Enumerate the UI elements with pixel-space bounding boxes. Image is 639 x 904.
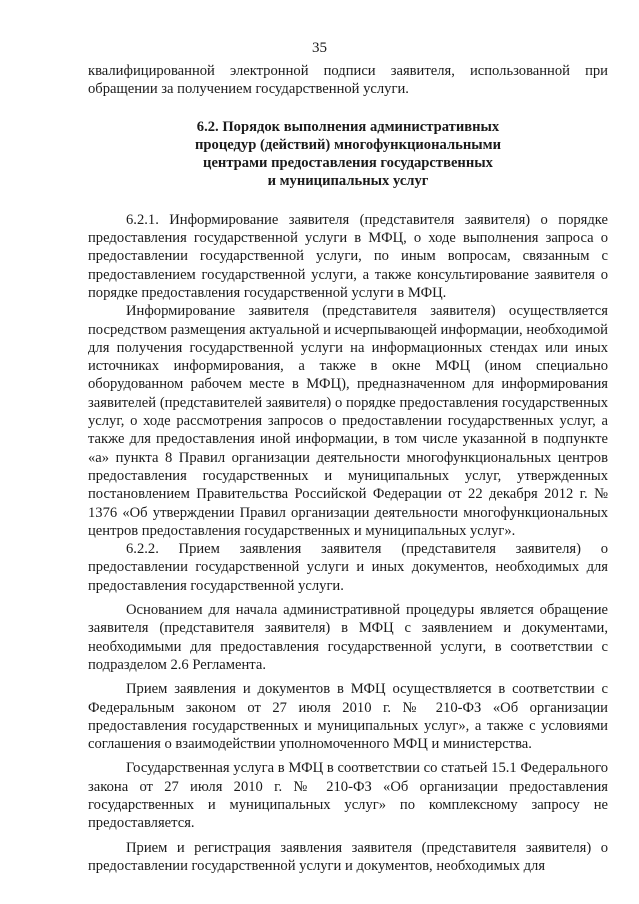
- page-number: 35: [312, 40, 327, 56]
- document-body: [88, 62, 608, 875]
- paragraph-basis: Основанием для начала административной процедуры является обращение заявителя (представителя заявителя) в МФЦ с заявлением и документами, необходимыми для предоставления государственной услуги, в соответствии с подразделом 2.6 Регламента.: [88, 602, 608, 673]
- paragraph-6-2-1: 6.2.1. Информирование заявителя (представителя заявителя) о порядке предоставления государственной услуги в МФЦ, о ходе выполнения запроса о предоставлении государственной услуги, по иным вопросам, связанным с предоставлением государственной услуги, а также консультирование заявителя о порядке предоставления государственной услуги в МФЦ.: [88, 211, 608, 301]
- paragraph-reception: Прием заявления и документов в МФЦ осуществляется в соответствии с Федеральным законом от 27 июля 2010 г. № 210-ФЗ «Об организации предоставления государственных и муниципальных услуг», а также с условиями соглашения о взаимодействии уполномоченного МФЦ и министерства.: [88, 681, 608, 753]
- intro-text: [88, 62, 608, 99]
- intro-line: обращении за получением государственной услуги.: [88, 81, 409, 98]
- section-heading: [88, 118, 608, 191]
- paragraph-6-2-2: 6.2.2. Прием заявления заявителя (представителя заявителя) о предоставлении государственной услуги и иных документов, необходимых для предоставления государственной услуги.: [88, 541, 608, 594]
- paragraph-complex-request: Государственная услуга в МФЦ в соответствии со статьей 15.1 Федерального закона от 27 июля 2010 г. № 210-ФЗ «Об организации предоставления государственных и муниципальных услуг» по комплексному запросу не предоставляется.: [88, 760, 608, 832]
- heading-line: 6.2. Порядок выполнения административных: [196, 118, 500, 135]
- paragraph-informing: Информирование заявителя (представителя заявителя) осуществляется посредством размещения актуальной и исчерпывающей информации, необходимой для получения государственной услуги на информационных стендах или иных источниках информирования, а также в окне МФЦ (ином специально оборудованном рабочем месте в МФЦ), предназначенном для информирования заявителей (представителей заявителя) о порядке предоставления государственных услуг, о ходе рассмотрения запросов о предоставлении государственных услуг, а также для предоставления иной информации, в том числе указанной в подпункте «а» пункта 8 Правил организации деятельности многофункциональных центров предоставления государственных и муниципальных услуг, утвержденных постановлением Правительства Российской Федерации от 22 декабря 2012 г. № 1376 «Об утверждении Правил организации деятельности многофункциональных центров предоставления государственных и муниципальных услуг».: [88, 303, 608, 539]
- heading-line: и муниципальных услуг: [267, 173, 429, 190]
- paragraph-registration: Прием и регистрация заявления заявителя (представителя заявителя) о предоставлении государственной услуги и документов, необходимых для: [88, 839, 608, 874]
- heading-line: центрами предоставления государственных: [203, 155, 493, 172]
- heading-line: процедур (действий) многофункциональными: [195, 136, 501, 153]
- intro-line: квалифицированной электронной подписи заявителя, использованной при: [88, 63, 608, 79]
